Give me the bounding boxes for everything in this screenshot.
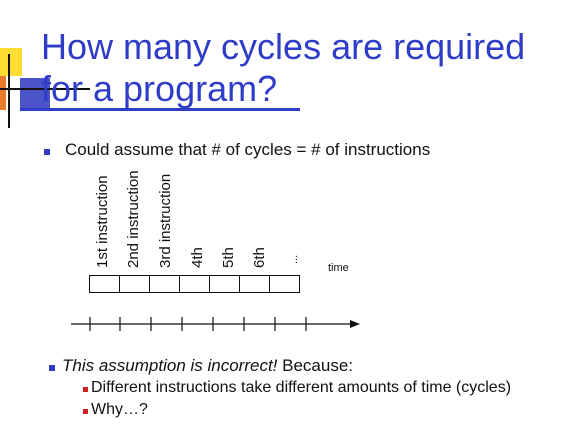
title-line-2: for a program?: [41, 68, 278, 109]
instruction-box: [119, 275, 150, 293]
bullet-2-text: [62, 356, 353, 376]
instruction-label-2: 2nd instruction: [125, 170, 142, 268]
instruction-label-6: 6th: [251, 247, 268, 268]
sub-bullet-square: [83, 387, 88, 392]
time-label: time: [328, 262, 349, 274]
bullet-1-text: Could assume that # of cycles = # of instructions: [65, 140, 431, 159]
instruction-label-1: 1st instruction: [94, 175, 111, 268]
bullet-2-italic: This assumption is incorrect!: [62, 356, 278, 375]
sub-bullet-square: [83, 409, 88, 414]
bullet-2-rest: Because:: [282, 356, 354, 375]
timeline-arrow: [68, 314, 368, 334]
sub-bullet-1-text: Different instructions take different amounts of time (cycles): [91, 379, 512, 396]
instruction-label-3: 3rd instruction: [157, 173, 174, 268]
instruction-box: [149, 275, 180, 293]
instruction-box: [239, 275, 270, 293]
arrow-head-icon: [350, 320, 360, 328]
decor-orange-block: [0, 76, 6, 110]
instruction-label-4: 4th: [189, 247, 206, 268]
decor-vertical-line: [8, 54, 10, 128]
instruction-box: [179, 275, 210, 293]
instruction-label-5: 5th: [220, 247, 237, 268]
bullet-square: [44, 149, 50, 155]
instruction-box: [269, 275, 300, 293]
instruction-label-ellipsis: ...: [288, 254, 300, 264]
slide-title: [41, 26, 571, 110]
bullet-square: [49, 365, 55, 371]
sub-bullet-2-text: Why…?: [91, 401, 148, 418]
instruction-box: [89, 275, 120, 293]
instruction-boxes: [89, 275, 300, 293]
decor-yellow-block: [0, 48, 22, 76]
title-line-1: How many cycles are required: [41, 26, 526, 67]
instruction-box: [209, 275, 240, 293]
